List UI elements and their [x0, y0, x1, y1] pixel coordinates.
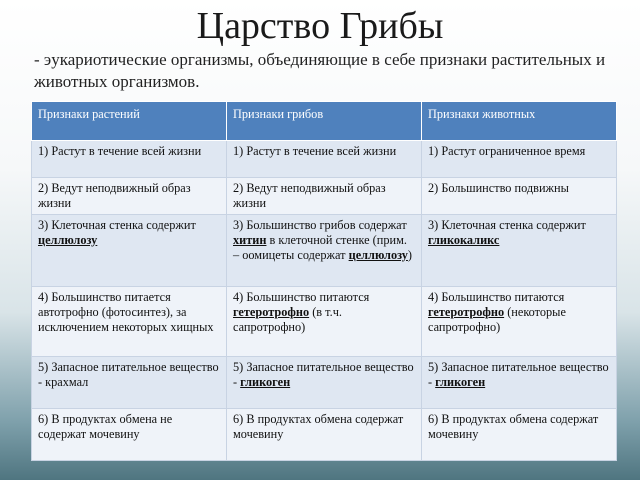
cell-text: в клеточной стенке (прим. – оомицеты содержат — [233, 233, 407, 262]
cell-animals: 1) Растут ограниченное время — [422, 141, 617, 178]
header-animals: Признаки животных — [422, 102, 617, 141]
cell-text: 3) Большинство грибов содержат — [233, 218, 407, 232]
cell-animals: 6) В продуктах обмена содержат мочевину — [422, 409, 617, 461]
cell-text: 3) Клеточная стенка содержит — [428, 218, 586, 232]
cell-plants: 6) В продуктах обмена не содержат мочевину — [32, 409, 227, 461]
key-term: гликоген — [240, 375, 291, 389]
key-term: целлюлозу — [38, 233, 98, 247]
cell-text: 3) Клеточная стенка содержит — [38, 218, 196, 232]
cell-text: 5) Запасное питательное вещество - — [428, 360, 609, 389]
cell-text: 4) Большинство питаются — [233, 290, 370, 304]
cell-fungi — [227, 287, 422, 357]
table-row — [32, 357, 617, 409]
cell-text: 4) Большинство питаются — [428, 290, 565, 304]
table-row — [32, 141, 617, 178]
cell-animals — [422, 287, 617, 357]
page-title: Царство Грибы — [196, 5, 444, 47]
cell-plants: 5) Запасное питательное вещество - крахмал — [32, 357, 227, 409]
cell-fungi: 2) Ведут неподвижный образ жизни — [227, 178, 422, 215]
cell-fungi — [227, 215, 422, 287]
cell-text: 5) Запасное питательное вещество - — [233, 360, 414, 389]
cell-animals: 2) Большинство подвижны — [422, 178, 617, 215]
key-term: гетеротрофно — [428, 305, 505, 319]
table-row — [32, 178, 617, 215]
comparison-table — [31, 101, 617, 461]
table-row — [32, 287, 617, 357]
header-fungi: Признаки грибов — [227, 102, 422, 141]
key-term: гликокаликс — [428, 233, 500, 247]
page-subtitle: - эукариотические организмы, объединяющие в себе признаки растительных и животных организмов. — [34, 50, 606, 91]
cell-text: (в т.ч. сапротрофно) — [233, 305, 342, 334]
table-row — [32, 409, 617, 461]
key-term: гетеротрофно — [233, 305, 310, 319]
cell-animals — [422, 357, 617, 409]
cell-plants: 2) Ведут неподвижный образ жизни — [32, 178, 227, 215]
key-term: гликоген — [435, 375, 486, 389]
cell-text: ) — [407, 248, 413, 262]
table-header-row — [32, 102, 617, 141]
cell-plants: 4) Большинство питается автотрофно (фотосинтез), за исключением некоторых хищных — [32, 287, 227, 357]
cell-fungi — [227, 357, 422, 409]
key-term: хитин — [233, 233, 267, 247]
cell-text: (некоторые сапротрофно) — [428, 305, 566, 334]
cell-plants — [32, 215, 227, 287]
cell-fungi: 1) Растут в течение всей жизни — [227, 141, 422, 178]
key-term: целлюлозу — [348, 248, 408, 262]
cell-fungi: 6) В продуктах обмена содержат мочевину — [227, 409, 422, 461]
header-plants: Признаки растений — [32, 102, 227, 141]
cell-plants: 1) Растут в течение всей жизни — [32, 141, 227, 178]
table-row — [32, 215, 617, 287]
cell-animals — [422, 215, 617, 287]
